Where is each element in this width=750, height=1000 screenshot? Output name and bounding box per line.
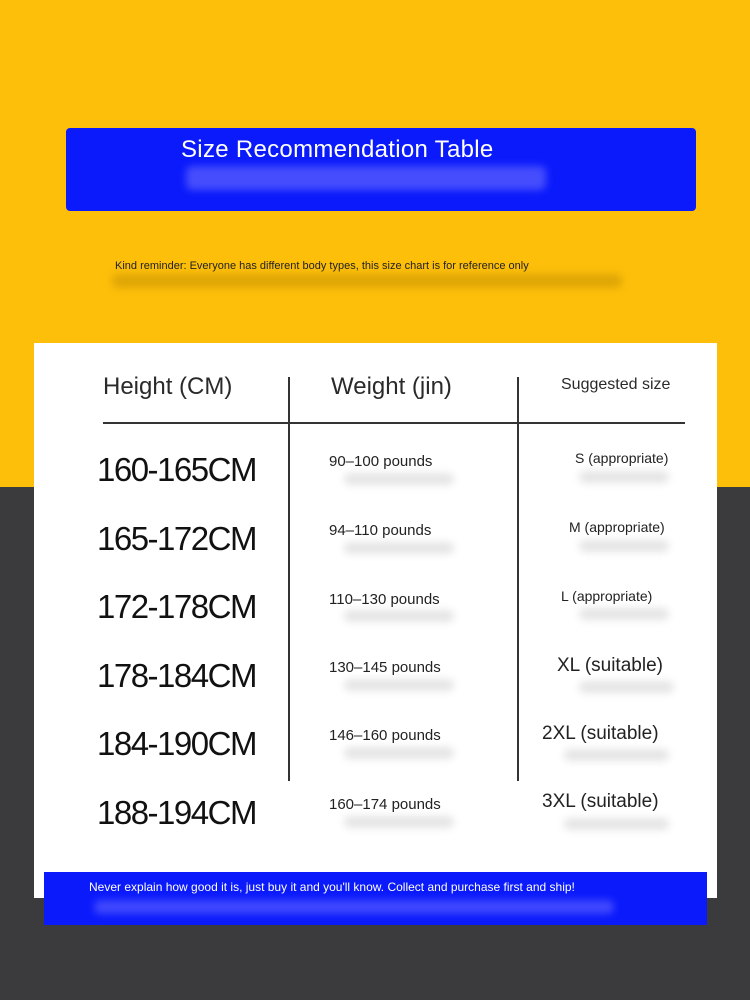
page-title: Size Recommendation Table — [181, 136, 494, 163]
row-size: S (appropriate) — [575, 450, 669, 466]
blurred-weight-note — [344, 816, 454, 828]
row-height: 172-178CM — [97, 588, 256, 625]
row-height: 160-165CM — [97, 451, 256, 488]
table-row — [34, 512, 717, 580]
blurred-weight-note — [344, 542, 454, 554]
blurred-weight-note — [344, 473, 454, 485]
row-size: L (appropriate) — [561, 588, 653, 604]
blurred-weight-note — [344, 679, 454, 691]
footer-banner — [44, 872, 707, 925]
row-size: XL (suitable) — [557, 655, 663, 676]
blurred-size-note — [564, 818, 669, 830]
blurred-size-note — [579, 608, 669, 620]
row-height: 178-184CM — [97, 657, 256, 694]
blurred-size-note — [579, 471, 669, 483]
blurred-size-note — [579, 681, 674, 693]
row-size: 3XL (suitable) — [542, 791, 659, 812]
row-weight: 90–100 pounds — [329, 453, 433, 470]
size-table — [34, 343, 717, 898]
blurred-weight-note — [344, 747, 454, 759]
row-weight: 146–160 pounds — [329, 727, 441, 744]
row-weight: 94–110 pounds — [329, 522, 432, 539]
row-height: 188-194CM — [97, 794, 256, 831]
row-height: 184-190CM — [97, 725, 256, 762]
header-divider — [103, 422, 685, 424]
blurred-subtitle — [186, 166, 546, 190]
table-row — [34, 443, 717, 511]
title-banner — [66, 128, 696, 211]
header-weight: Weight (jin) — [331, 373, 452, 400]
footer-text: Never explain how good it is, just buy it and you'll know. Collect and purchase first and ship! — [89, 880, 575, 894]
reminder-text: Kind reminder: Everyone has different body types, this size chart is for reference only — [115, 260, 529, 272]
blurred-size-note — [564, 749, 669, 761]
row-weight: 130–145 pounds — [329, 659, 441, 676]
blurred-weight-note — [344, 610, 454, 622]
header-size: Suggested size — [561, 376, 671, 393]
header-height: Height (CM) — [103, 373, 233, 400]
row-weight: 110–130 pounds — [329, 591, 440, 608]
row-weight: 160–174 pounds — [329, 796, 441, 813]
row-height: 165-172CM — [97, 520, 256, 557]
table-row — [34, 649, 717, 717]
blurred-size-note — [579, 540, 669, 552]
row-size: M (appropriate) — [569, 519, 665, 535]
table-row — [34, 786, 717, 854]
table-row — [34, 717, 717, 785]
blurred-reminder-translation — [112, 274, 622, 288]
blurred-footer-translation — [94, 900, 614, 914]
row-size: 2XL (suitable) — [542, 723, 659, 744]
table-row — [34, 580, 717, 648]
